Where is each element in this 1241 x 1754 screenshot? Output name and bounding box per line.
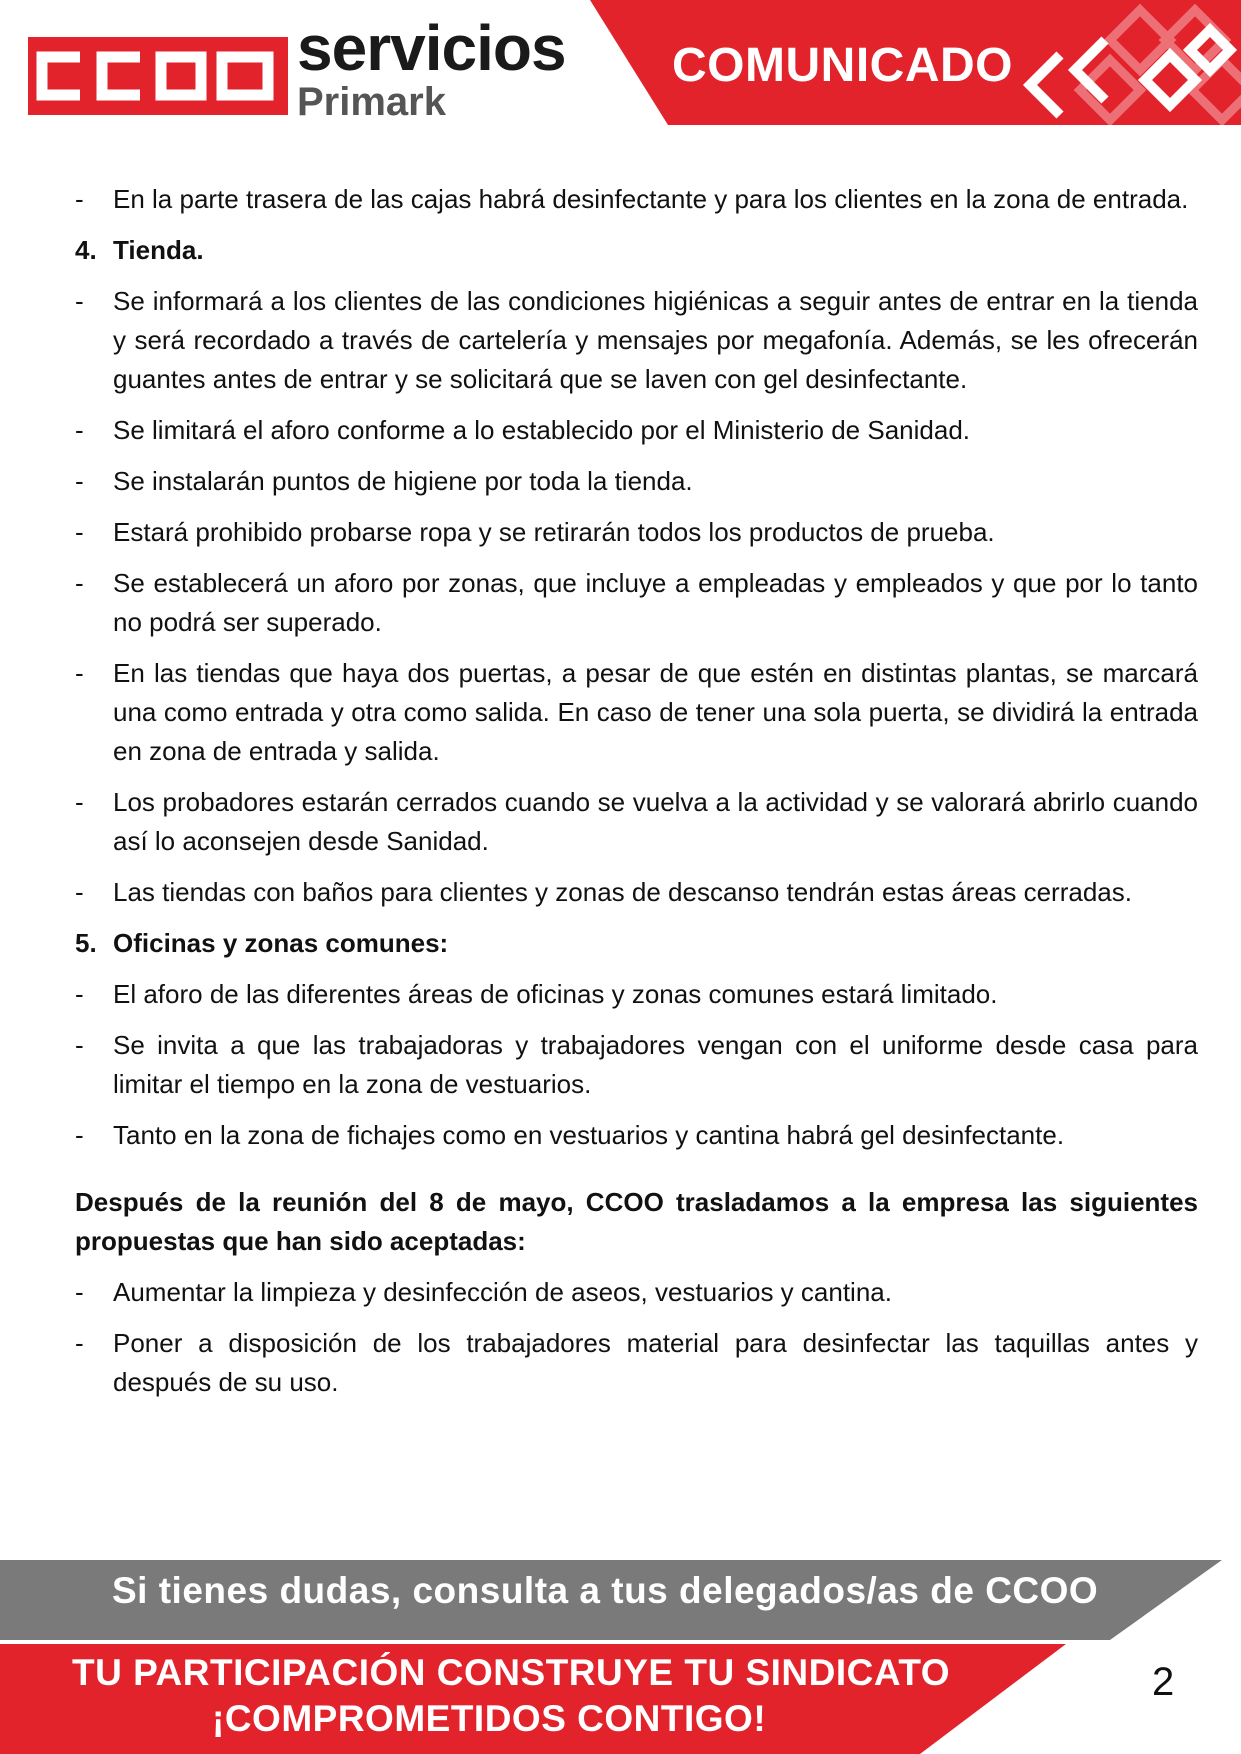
list-item-text: Estará prohibido probarse ropa y se retirarán todos los productos de prueba. bbox=[113, 517, 995, 547]
closing-paragraph: Después de la reunión del 8 de mayo, CCOO trasladamos a la empresa las siguientes propuestas que han sido aceptadas: bbox=[75, 1187, 1198, 1256]
list-item bbox=[75, 654, 1198, 771]
section-title: Tienda. bbox=[113, 235, 204, 265]
ccoo-logo bbox=[28, 37, 288, 115]
section-number: 5. bbox=[75, 928, 97, 958]
list-item-text: Aumentar la limpieza y desinfección de aseos, vestuarios y cantina. bbox=[113, 1277, 892, 1307]
list-item bbox=[75, 1026, 1198, 1104]
bullet-dash: - bbox=[75, 466, 84, 496]
brand-text bbox=[297, 12, 566, 124]
bullet-dash: - bbox=[75, 415, 84, 445]
list-item-text: Poner a disposición de los trabajadores material para desinfectar las taquillas antes y después de su uso. bbox=[113, 1328, 1198, 1397]
section-heading bbox=[75, 231, 1198, 270]
list-item-text: Se invita a que las trabajadoras y trabajadores vengan con el uniforme desde casa para limitar el tiempo en la zona de vestuarios. bbox=[113, 1030, 1198, 1099]
list-item-text: Se limitará el aforo conforme a lo establecido por el Ministerio de Sanidad. bbox=[113, 415, 971, 445]
section-title: Oficinas y zonas comunes: bbox=[113, 928, 449, 958]
bullet-dash: - bbox=[75, 1120, 84, 1150]
list-item-text: Los probadores estarán cerrados cuando se vuelva a la actividad y se valorará abrirlo cuando así lo aconsejen desde Sanidad. bbox=[113, 787, 1198, 856]
list-item-text: El aforo de las diferentes áreas de oficinas y zonas comunes estará limitado. bbox=[113, 979, 998, 1009]
list-item bbox=[75, 462, 1198, 501]
bullet-dash: - bbox=[75, 787, 84, 817]
banner-title: COMUNICADO bbox=[672, 39, 1013, 92]
page-number: 2 bbox=[1152, 1660, 1175, 1704]
section-number: 4. bbox=[75, 235, 97, 265]
bullet-dash: - bbox=[75, 286, 84, 316]
footer-tagline: ¡COMPROMETIDOS CONTIGO! bbox=[212, 1698, 767, 1739]
list-item bbox=[75, 1116, 1198, 1155]
list-item bbox=[75, 411, 1198, 450]
bullet-dash: - bbox=[75, 184, 84, 214]
list-item-text: Se instalarán puntos de higiene por toda la tienda. bbox=[113, 466, 693, 496]
document-body bbox=[75, 180, 1198, 1414]
list-item bbox=[75, 1273, 1198, 1312]
bullet-dash: - bbox=[75, 568, 84, 598]
list-item-text: En la parte trasera de las cajas habrá desinfectante y para los clientes en la zona de entrada. bbox=[113, 184, 1189, 214]
brand-subtitle: Primark bbox=[297, 80, 446, 124]
bullet-dash: - bbox=[75, 979, 84, 1009]
list-item bbox=[75, 282, 1198, 399]
bullet-dash: - bbox=[75, 1277, 84, 1307]
footer-slogan: TU PARTICIPACIÓN CONSTRUYE TU SINDICATO bbox=[72, 1652, 951, 1693]
list-item bbox=[75, 564, 1198, 642]
bullet-dash: - bbox=[75, 1328, 84, 1358]
list-item bbox=[75, 783, 1198, 861]
list-item bbox=[75, 1324, 1198, 1402]
list-item bbox=[75, 873, 1198, 912]
section-heading bbox=[75, 924, 1198, 963]
bullet-dash: - bbox=[75, 1030, 84, 1060]
list-item-text: En las tiendas que haya dos puertas, a pesar de que estén en distintas plantas, se marcará una como entrada y otra como salida. En caso de tener una sola puerta, se dividirá la entrada en zona de entrada y salida. bbox=[113, 658, 1198, 766]
list-item-text: Tanto en la zona de fichajes como en vestuarios y cantina habrá gel desinfectante. bbox=[113, 1120, 1065, 1150]
list-item-text: Las tiendas con baños para clientes y zonas de descanso tendrán estas áreas cerradas. bbox=[113, 877, 1132, 907]
footer-help-text: Si tienes dudas, consulta a tus delegados/as de CCOO bbox=[112, 1570, 1099, 1611]
bullet-dash: - bbox=[75, 658, 84, 688]
list-item bbox=[75, 513, 1198, 552]
list-item-text: Se establecerá un aforo por zonas, que incluye a empleadas y empleados y que por lo tanto no podrá ser superado. bbox=[113, 568, 1198, 637]
list-item bbox=[75, 975, 1198, 1014]
list-item bbox=[75, 180, 1198, 219]
page-header bbox=[0, 0, 1241, 130]
bullet-dash: - bbox=[75, 877, 84, 907]
page-footer bbox=[0, 1560, 1241, 1754]
bullet-dash: - bbox=[75, 517, 84, 547]
brand-title: servicios bbox=[297, 12, 566, 84]
list-item-text: Se informará a los clientes de las condiciones higiénicas a seguir antes de entrar en la tienda y será recordado a través de cartelería y mensajes por megafonía. Además, se les ofrecerán guantes antes de entrar y se solicitará que se laven con gel desinfectante. bbox=[113, 286, 1198, 394]
